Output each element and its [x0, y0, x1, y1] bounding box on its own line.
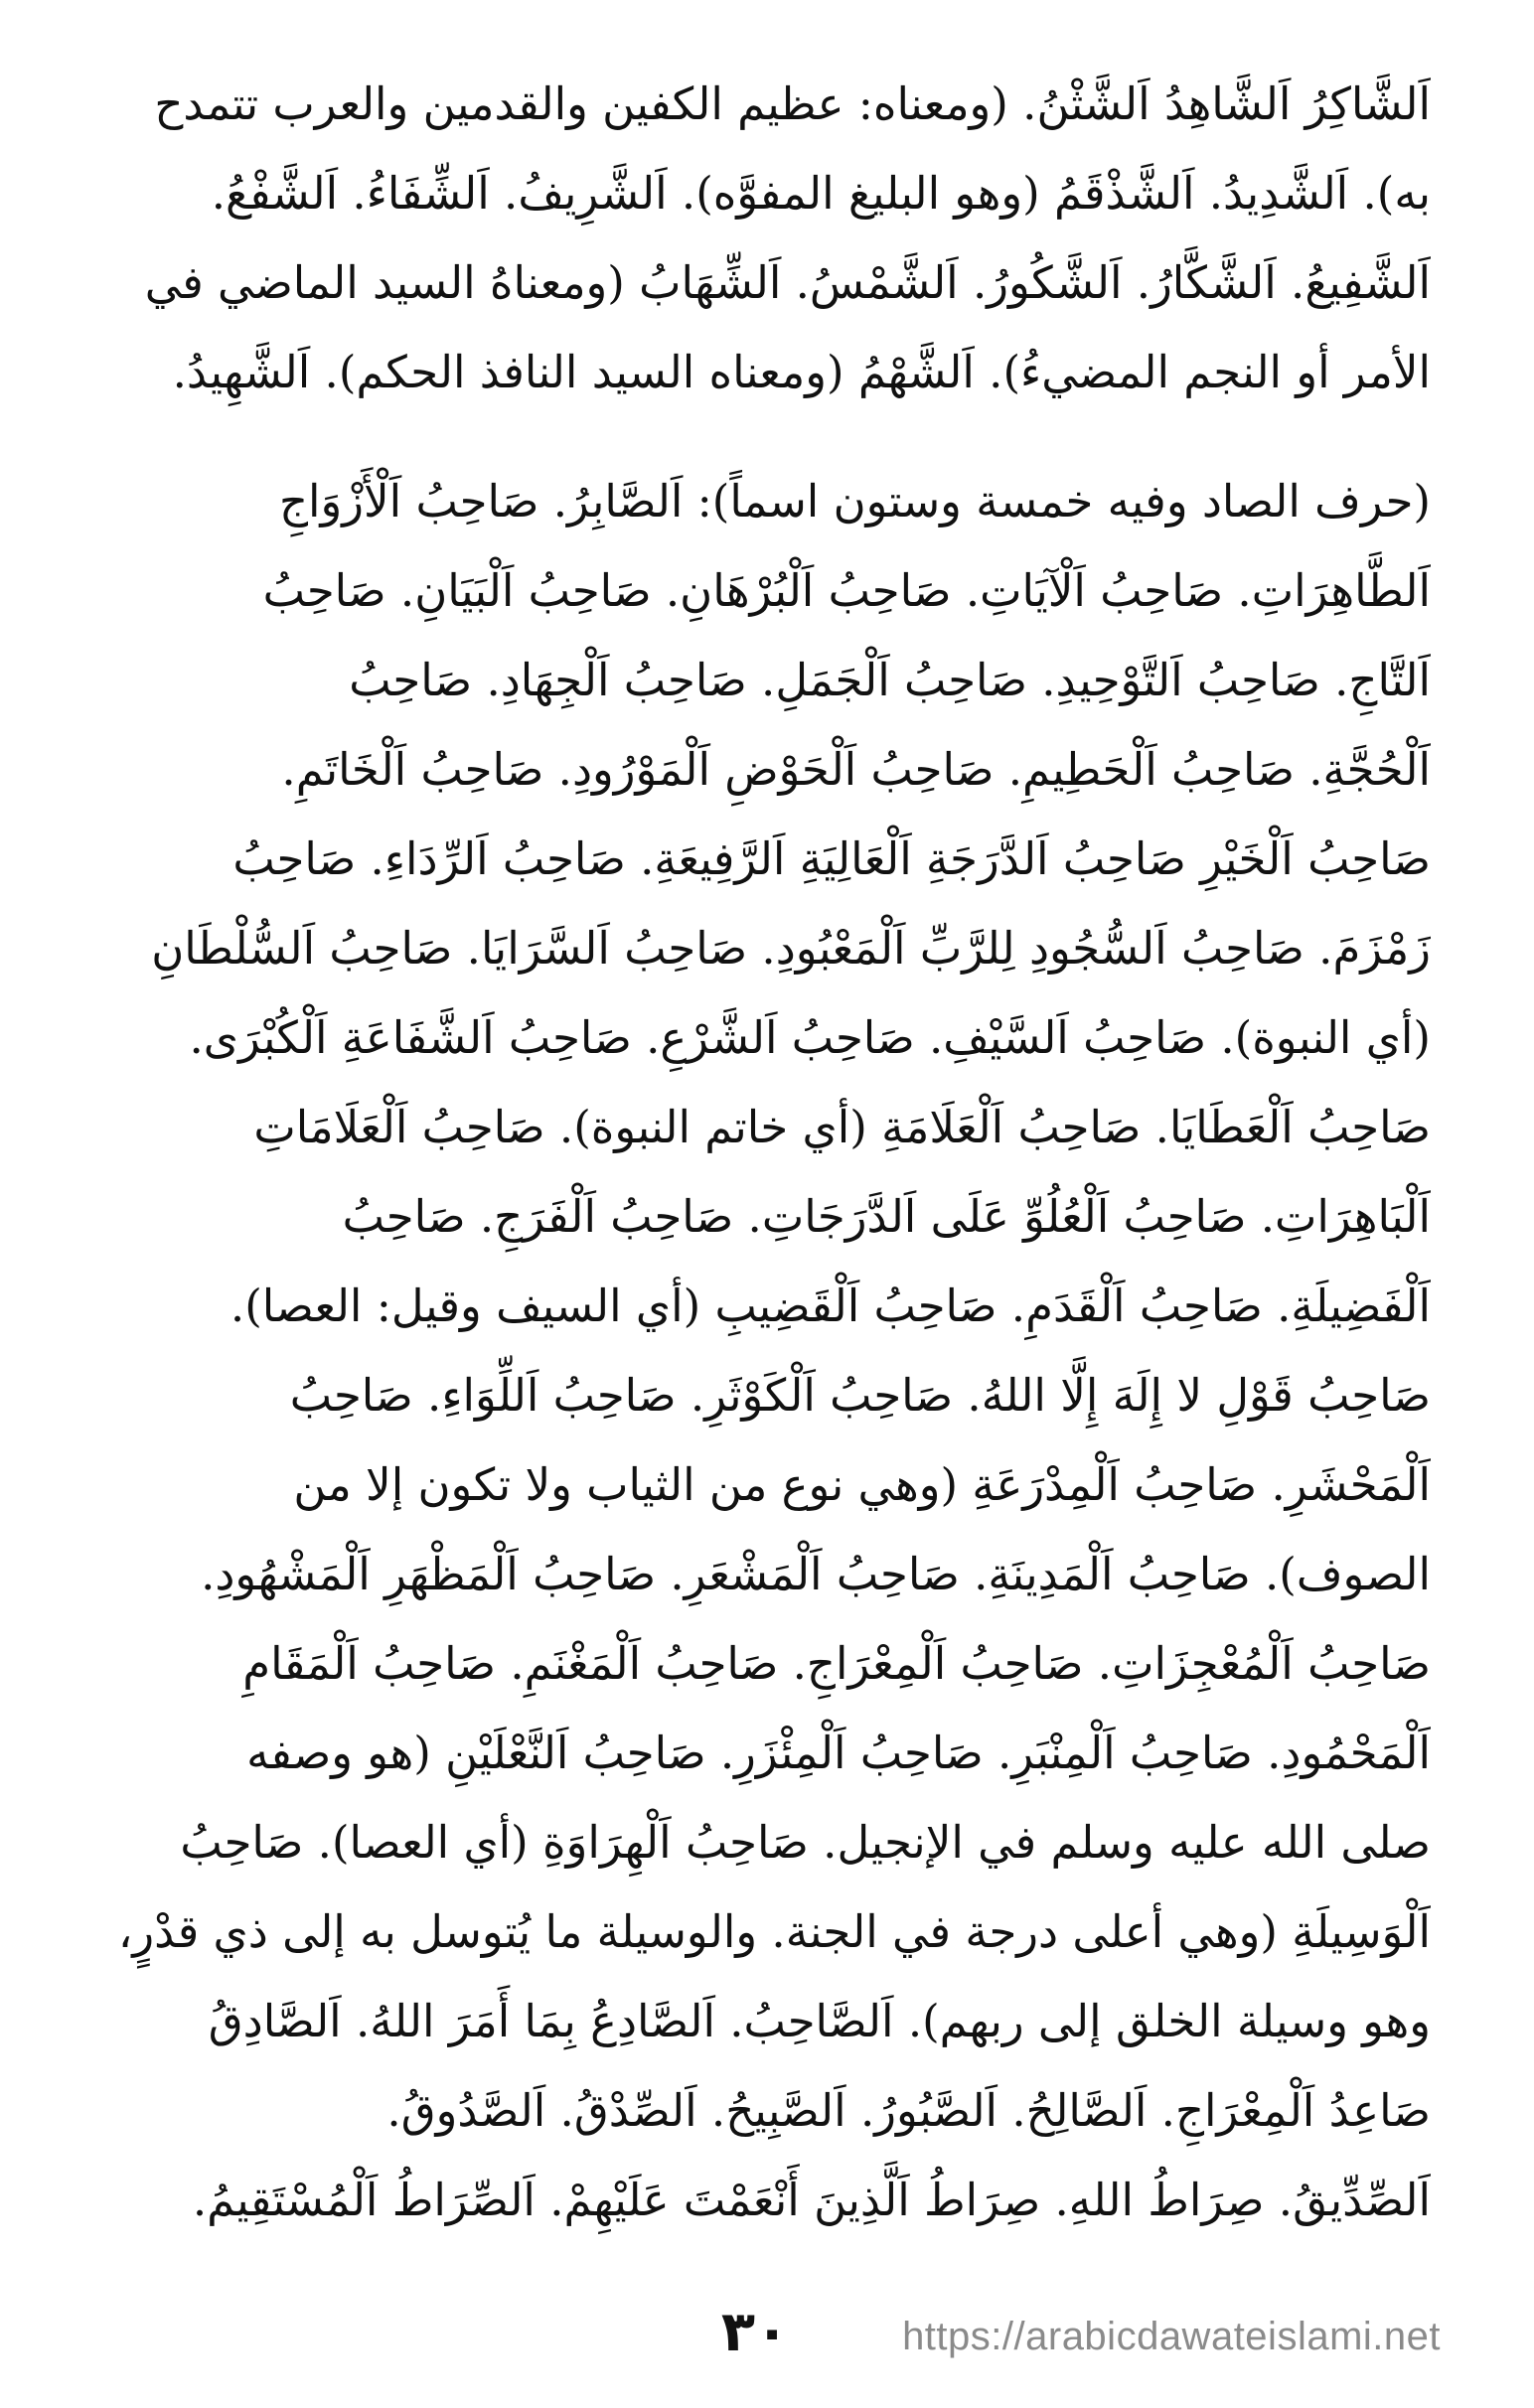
text-line: صلى الله عليه وسلم في الإنجيل. صَاحِبُ اَلْهِرَاوَةِ (أي العصا). صَاحِبُ: [180, 1816, 1431, 1869]
watermark-url[interactable]: https://arabicdawateislami.net: [902, 2315, 1441, 2358]
text-line: اَلْبَاهِرَاتِ. صَاحِبُ اَلْعُلُوِّ عَلَى اَلدَّرَجَاتِ. صَاحِبُ اَلْفَرَجِ. صَاحِبُ: [342, 1190, 1431, 1243]
text-line: اَلْحُجَّةِ. صَاحِبُ اَلْحَطِيمِ. صَاحِبُ اَلْحَوْضِ اَلْمَوْرُودِ. صَاحِبُ اَلْخَاتَمِ.: [281, 743, 1431, 796]
text-line: وهو وسيلة الخلق إلى ربهم). اَلصَّاحِبُ. اَلصَّادِعُ بِمَا أَمَرَ اللهُ. اَلصَّادِقُ: [208, 1995, 1431, 2047]
text-line: اَلْفَضِيلَةِ. صَاحِبُ اَلْقَدَمِ. صَاحِبُ اَلْقَضِيبِ (أي السيف وقيل: العصا).: [230, 1279, 1431, 1332]
text-line: الصوف). صَاحِبُ اَلْمَدِينَةِ. صَاحِبُ اَلْمَشْعَرِ. صَاحِبُ اَلْمَظْهَرِ اَلْمَشْهُودِ.: [201, 1548, 1431, 1600]
text-line: الأمر أو النجم المضيءُ). اَلشَّهْمُ (ومعناه السيد النافذ الحكم). اَلشَّهِيدُ.: [172, 346, 1431, 398]
text-line: صَاعِدُ اَلْمِعْرَاجِ. اَلصَّالِحُ. اَلصَّبُورُ. اَلصَّبِيحُ. اَلصِّدْقُ. اَلصَّدُوقُ.: [386, 2084, 1431, 2137]
text-line: صَاحِبُ اَلْعَطَايَا. صَاحِبُ اَلْعَلَامَةِ (أي خاتم النبوة). صَاحِبُ اَلْعَلَامَاتِ: [253, 1101, 1431, 1153]
text-line: به). اَلشَّدِيدُ. اَلشَّذْقَمُ (وهو البليغ المفوَّه). اَلشَّرِيفُ. اَلشِّفَاءُ. اَلشَّفْعُ.: [211, 167, 1431, 220]
text-line: زَمْزَمَ. صَاحِبُ اَلسُّجُودِ لِلرَّبِّ اَلْمَعْبُودِ. صَاحِبُ اَلسَّرَايَا. صَاحِبُ اَلسُّلْطَانِ: [151, 922, 1431, 975]
text-line: صَاحِبُ اَلْمُعْجِزَاتِ. صَاحِبُ اَلْمِعْرَاجِ. صَاحِبُ اَلْمَغْنَمِ. صَاحِبُ اَلْمَقَامِ: [242, 1637, 1431, 1690]
text-line: اَلصِّدِّيقُ. صِرَاطُ اللهِ. صِرَاطُ اَلَّذِينَ أَنْعَمْتَ عَلَيْهِمْ. اَلصِّرَاطُ اَلْمُسْتَقِيمُ.: [192, 2174, 1431, 2226]
text-line: اَلشَّفِيعُ. اَلشَّكَّارُ. اَلشَّكُورُ. اَلشَّمْسُ. اَلشِّهَابُ (ومعناهُ السيد الماضي في: [144, 256, 1431, 309]
page-number: ٣٠: [720, 2300, 790, 2364]
text-line: اَلْمَحْشَرِ. صَاحِبُ اَلْمِدْرَعَةِ (وهي نوع من الثياب ولا تكون إلا من: [293, 1458, 1431, 1511]
text-line: اَلْوَسِيلَةِ (وهي أعلى درجة في الجنة. والوسيلة ما يُتوسل به إلى ذي قدْرٍ،: [117, 1905, 1431, 1958]
text-line: (أي النبوة). صَاحِبُ اَلسَّيْفِ. صَاحِبُ اَلشَّرْعِ. صَاحِبُ اَلشَّفَاعَةِ اَلْكُبْرَى.: [189, 1011, 1431, 1064]
text-line: اَلْمَحْمُودِ. صَاحِبُ اَلْمِنْبَرِ. صَاحِبُ اَلْمِئْزَرِ. صَاحِبُ اَلنَّعْلَيْنِ (هو وصفه: [246, 1727, 1431, 1779]
paragraph-shin-names: [109, 60, 1431, 417]
text-line: اَلتَّاجِ. صَاحِبُ اَلتَّوْحِيدِ. صَاحِبُ اَلْجَمَلِ. صَاحِبُ اَلْجِهَادِ. صَاحِبُ: [349, 654, 1431, 706]
text-line: صَاحِبُ قَوْلِ لا إِلَهَ إِلَّا اللهُ. صَاحِبُ اَلْكَوْثَرِ. صَاحِبُ اَللِّوَاءِ. صَاحِبُ: [289, 1369, 1431, 1422]
text-line: (حرف الصاد وفيه خمسة وستون اسماً): اَلصَّابِرُ. صَاحِبُ اَلْأَزْوَاجِ: [279, 475, 1431, 527]
text-line: اَلشَّاكِرُ اَلشَّاهِدُ اَلشَّثْنُ. (ومعناه: عظيم الكفين والقدمين والعرب تتمدح: [154, 77, 1431, 130]
text-line: صَاحِبُ اَلْخَيْرِ صَاحِبُ اَلدَّرَجَةِ اَلْعَالِيَةِ اَلرَّفِيعَةِ. صَاحِبُ اَلرِّدَاءِ. صَاحِبُ: [232, 832, 1431, 885]
paragraph-sad-names: [109, 457, 1431, 2245]
text-line: اَلطَّاهِرَاتِ. صَاحِبُ اَلْآيَاتِ. صَاحِبُ اَلْبُرْهَانِ. صَاحِبُ اَلْبَيَانِ. صَاحِبُ: [262, 564, 1431, 617]
